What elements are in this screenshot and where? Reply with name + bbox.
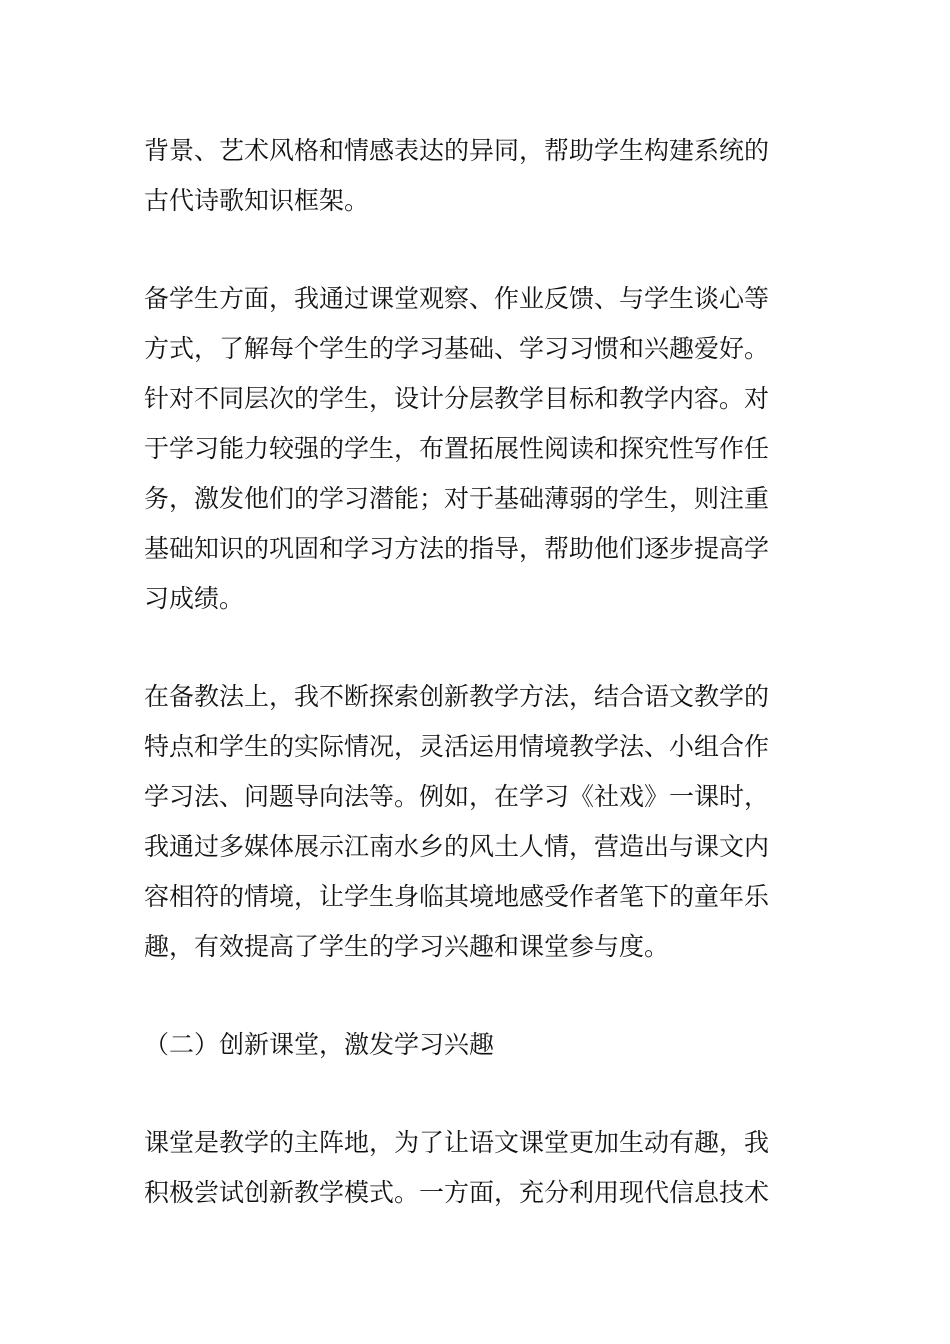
text-line: （二）创新课堂，激发学习兴趣 [144,1030,495,1059]
text-line: 背景、艺术风格和情感表达的异同，帮助学生构建系统的 [144,136,770,165]
text-line: 备学生方面，我通过课堂观察、作业反馈、与学生谈心等 [144,284,770,313]
paragraph [144,274,808,624]
text-line: 积极尝试创新教学模式。一方面，充分利用现代信息技术 [144,1178,770,1207]
text-line: 特点和学生的实际情况，灵活运用情境教学法、小组合作 [144,732,770,761]
text-line: 我通过多媒体展示江南水乡的风土人情，营造出与课文内 [144,832,770,861]
text-line: 务，激发他们的学习潜能；对于基础薄弱的学生，则注重 [144,484,770,513]
text-line: 趣，有效提高了学生的学习兴趣和课堂参与度。 [144,932,670,961]
text-line: 方式，了解每个学生的学习基础、学习习惯和兴趣爱好。 [144,334,770,363]
text-line: 习成绩。 [144,584,245,613]
text-line: 课堂是教学的主阵地，为了让语文课堂更加生动有趣，我 [144,1128,770,1157]
section-heading [144,1020,808,1070]
text-line: 针对不同层次的学生，设计分层教学目标和教学内容。对 [144,384,770,413]
paragraph [144,126,808,226]
text-line: 在备教法上，我不断探索创新教学方法，结合语文教学的 [144,682,770,711]
text-line: 基础知识的巩固和学习方法的指导，帮助他们逐步提高学 [144,534,770,563]
paragraph [144,1118,808,1218]
paragraph [144,672,808,972]
text-line: 容相符的情境，让学生身临其境地感受作者笔下的童年乐 [144,882,770,911]
text-line: 学习法、问题导向法等。例如，在学习《社戏》一课时， [144,782,770,811]
text-line: 古代诗歌知识框架。 [144,186,370,215]
document-body [144,126,808,1218]
text-line: 于学习能力较强的学生，布置拓展性阅读和探究性写作任 [144,434,770,463]
